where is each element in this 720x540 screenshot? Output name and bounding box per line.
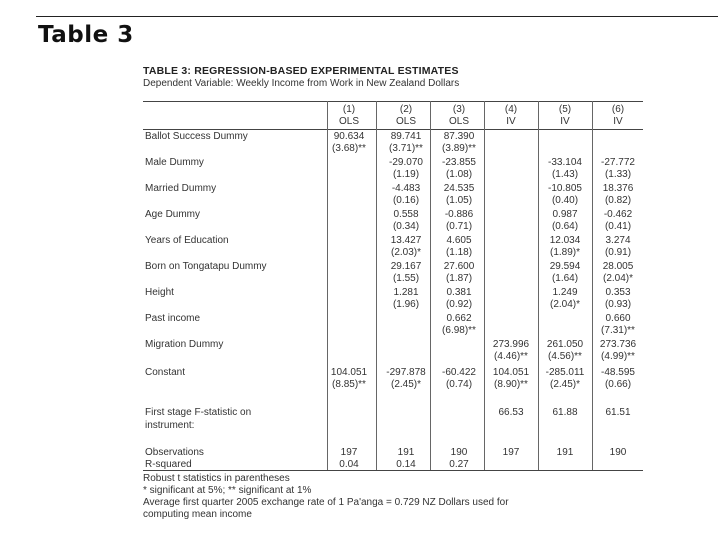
observations-cell: 197 — [340, 447, 358, 458]
tstat-cell: (2.04)* — [602, 273, 633, 284]
tstat-cell: (0.34) — [392, 221, 420, 232]
tstat-cell: (1.64) — [551, 273, 579, 284]
column-method: IV — [613, 116, 623, 127]
r-squared-cell: 0.14 — [396, 459, 416, 470]
coefficient-cell: -297.878 — [386, 367, 426, 378]
table-title: TABLE 3: REGRESSION-BASED EXPERIMENTAL ESTIMATES — [143, 65, 459, 77]
row-label: Born on Tongatapu Dummy — [145, 261, 267, 272]
tstat-cell: (8.90)** — [494, 379, 528, 390]
tstat-cell: (0.74) — [445, 379, 473, 390]
coefficient-cell: 18.376 — [602, 183, 634, 194]
row-label: Years of Education — [145, 235, 229, 246]
coefficient-cell: 28.005 — [602, 261, 634, 272]
column-separator — [376, 101, 377, 470]
coefficient-cell: 1.281 — [393, 287, 419, 298]
coefficient-cell: 29.167 — [390, 261, 422, 272]
tstat-cell: (2.45)* — [390, 379, 421, 390]
column-method: OLS — [338, 116, 359, 127]
coefficient-cell: 104.051 — [330, 367, 368, 378]
table-note: Robust t statistics in parentheses — [143, 473, 290, 484]
coefficient-cell: -10.805 — [548, 183, 582, 194]
tstat-cell: (4.56)** — [548, 351, 582, 362]
tstat-cell: (0.92) — [445, 299, 473, 310]
tstat-cell: (1.18) — [445, 247, 473, 258]
row-label: Migration Dummy — [145, 339, 224, 350]
column-separator — [327, 101, 328, 470]
table-note: Average first quarter 2005 exchange rate of 1 Pa'anga = 0.729 NZ Dollars used for — [143, 497, 509, 508]
row-label: Past income — [145, 313, 201, 324]
tstat-cell: (7.31)** — [601, 325, 635, 336]
coefficient-cell: 0.662 — [446, 313, 472, 324]
tstat-cell: (0.41) — [604, 221, 632, 232]
tstat-cell: (0.40) — [551, 195, 579, 206]
coefficient-cell: -60.422 — [442, 367, 476, 378]
coefficient-cell: 0.558 — [393, 209, 419, 220]
tstat-cell: (2.03)* — [390, 247, 421, 258]
coefficient-cell: -23.855 — [442, 157, 476, 168]
coefficient-cell: 273.996 — [492, 339, 530, 350]
row-label: Ballot Success Dummy — [145, 131, 248, 142]
column-number: (1) — [342, 104, 356, 115]
tstat-cell: (1.33) — [604, 169, 632, 180]
tstat-cell: (3.71)** — [389, 143, 423, 154]
tstat-cell: (0.16) — [392, 195, 420, 206]
coefficient-cell: 13.427 — [390, 235, 422, 246]
row-label: Male Dummy — [145, 157, 204, 168]
observations-cell: 190 — [609, 447, 627, 458]
tstat-cell: (1.08) — [445, 169, 473, 180]
coefficient-cell: -27.772 — [601, 157, 635, 168]
row-label: Age Dummy — [145, 209, 201, 220]
tstat-cell: (0.71) — [445, 221, 473, 232]
tstat-cell: (1.96) — [392, 299, 420, 310]
table-note: computing mean income — [143, 509, 252, 520]
r-squared-cell: 0.04 — [339, 459, 359, 470]
coefficient-cell: 273.736 — [599, 339, 637, 350]
coefficient-cell: -29.070 — [389, 157, 423, 168]
column-method: OLS — [395, 116, 416, 127]
column-number: (2) — [399, 104, 413, 115]
coefficient-cell: 0.353 — [605, 287, 631, 298]
table-subtitle: Dependent Variable: Weekly Income from Work in New Zealand Dollars — [143, 78, 460, 89]
tstat-cell: (0.66) — [604, 379, 632, 390]
tstat-cell: (3.89)** — [442, 143, 476, 154]
tstat-cell: (0.91) — [604, 247, 632, 258]
column-number: (5) — [558, 104, 572, 115]
tstat-cell: (1.19) — [392, 169, 420, 180]
coefficient-cell: 0.381 — [446, 287, 472, 298]
slide-title: Table 3 — [38, 22, 134, 48]
tstat-cell: (4.46)** — [494, 351, 528, 362]
r-squared-cell: 0.27 — [449, 459, 469, 470]
tstat-cell: (1.43) — [551, 169, 579, 180]
header-top-rule — [143, 101, 643, 102]
coefficient-cell: -0.886 — [444, 209, 474, 220]
observations-cell: 197 — [502, 447, 520, 458]
coefficient-cell: 4.605 — [446, 235, 472, 246]
coefficient-cell: 90.634 — [333, 131, 365, 142]
tstat-cell: (6.98)** — [442, 325, 476, 336]
tstat-cell: (8.85)** — [332, 379, 366, 390]
row-label: Married Dummy — [145, 183, 217, 194]
r-squared-label: R-squared — [145, 459, 192, 470]
column-number: (6) — [611, 104, 625, 115]
tstat-cell: (3.68)** — [332, 143, 366, 154]
tstat-cell: (0.82) — [604, 195, 632, 206]
row-label: Constant — [145, 367, 186, 378]
regression-table — [143, 62, 643, 536]
tstat-cell: (0.93) — [604, 299, 632, 310]
tstat-cell: (2.04)* — [549, 299, 580, 310]
first-stage-cell: 61.88 — [552, 407, 578, 418]
header-bottom-rule — [143, 129, 643, 130]
observations-cell: 191 — [397, 447, 415, 458]
first-stage-label: First stage F-statistic on — [145, 407, 252, 418]
observations-cell: 190 — [450, 447, 468, 458]
observations-label: Observations — [145, 447, 204, 458]
column-method: IV — [560, 116, 570, 127]
tstat-cell: (1.05) — [445, 195, 473, 206]
coefficient-cell: 104.051 — [492, 367, 530, 378]
first-stage-cell: 66.53 — [498, 407, 524, 418]
coefficient-cell: -285.011 — [545, 367, 585, 378]
tstat-cell: (0.64) — [551, 221, 579, 232]
coefficient-cell: 0.660 — [605, 313, 631, 324]
first-stage-cell: 61.51 — [605, 407, 631, 418]
table-note: * significant at 5%; ** significant at 1% — [143, 485, 312, 496]
coefficient-cell: -0.462 — [603, 209, 633, 220]
top-rule — [36, 16, 718, 17]
coefficient-cell: -48.595 — [601, 367, 635, 378]
observations-cell: 191 — [556, 447, 574, 458]
coefficient-cell: 12.034 — [549, 235, 581, 246]
column-method: IV — [506, 116, 516, 127]
coefficient-cell: 3.274 — [605, 235, 631, 246]
coefficient-cell: 89.741 — [390, 131, 422, 142]
coefficient-cell: 1.249 — [552, 287, 578, 298]
coefficient-cell: -4.483 — [391, 183, 421, 194]
tstat-cell: (2.45)* — [549, 379, 580, 390]
coefficient-cell: 29.594 — [549, 261, 581, 272]
column-number: (4) — [504, 104, 518, 115]
coefficient-cell: -33.104 — [548, 157, 582, 168]
coefficient-cell: 0.987 — [552, 209, 578, 220]
coefficient-cell: 24.535 — [443, 183, 475, 194]
column-number: (3) — [452, 104, 466, 115]
tstat-cell: (4.99)** — [601, 351, 635, 362]
row-label: Height — [145, 287, 174, 298]
tstat-cell: (1.55) — [392, 273, 420, 284]
tstat-cell: (1.87) — [445, 273, 473, 284]
coefficient-cell: 27.600 — [443, 261, 475, 272]
coefficient-cell: 261.050 — [546, 339, 584, 350]
column-method: OLS — [448, 116, 469, 127]
tstat-cell: (1.89)* — [549, 247, 580, 258]
coefficient-cell: 87.390 — [443, 131, 475, 142]
first-stage-label-cont: instrument: — [145, 420, 195, 431]
